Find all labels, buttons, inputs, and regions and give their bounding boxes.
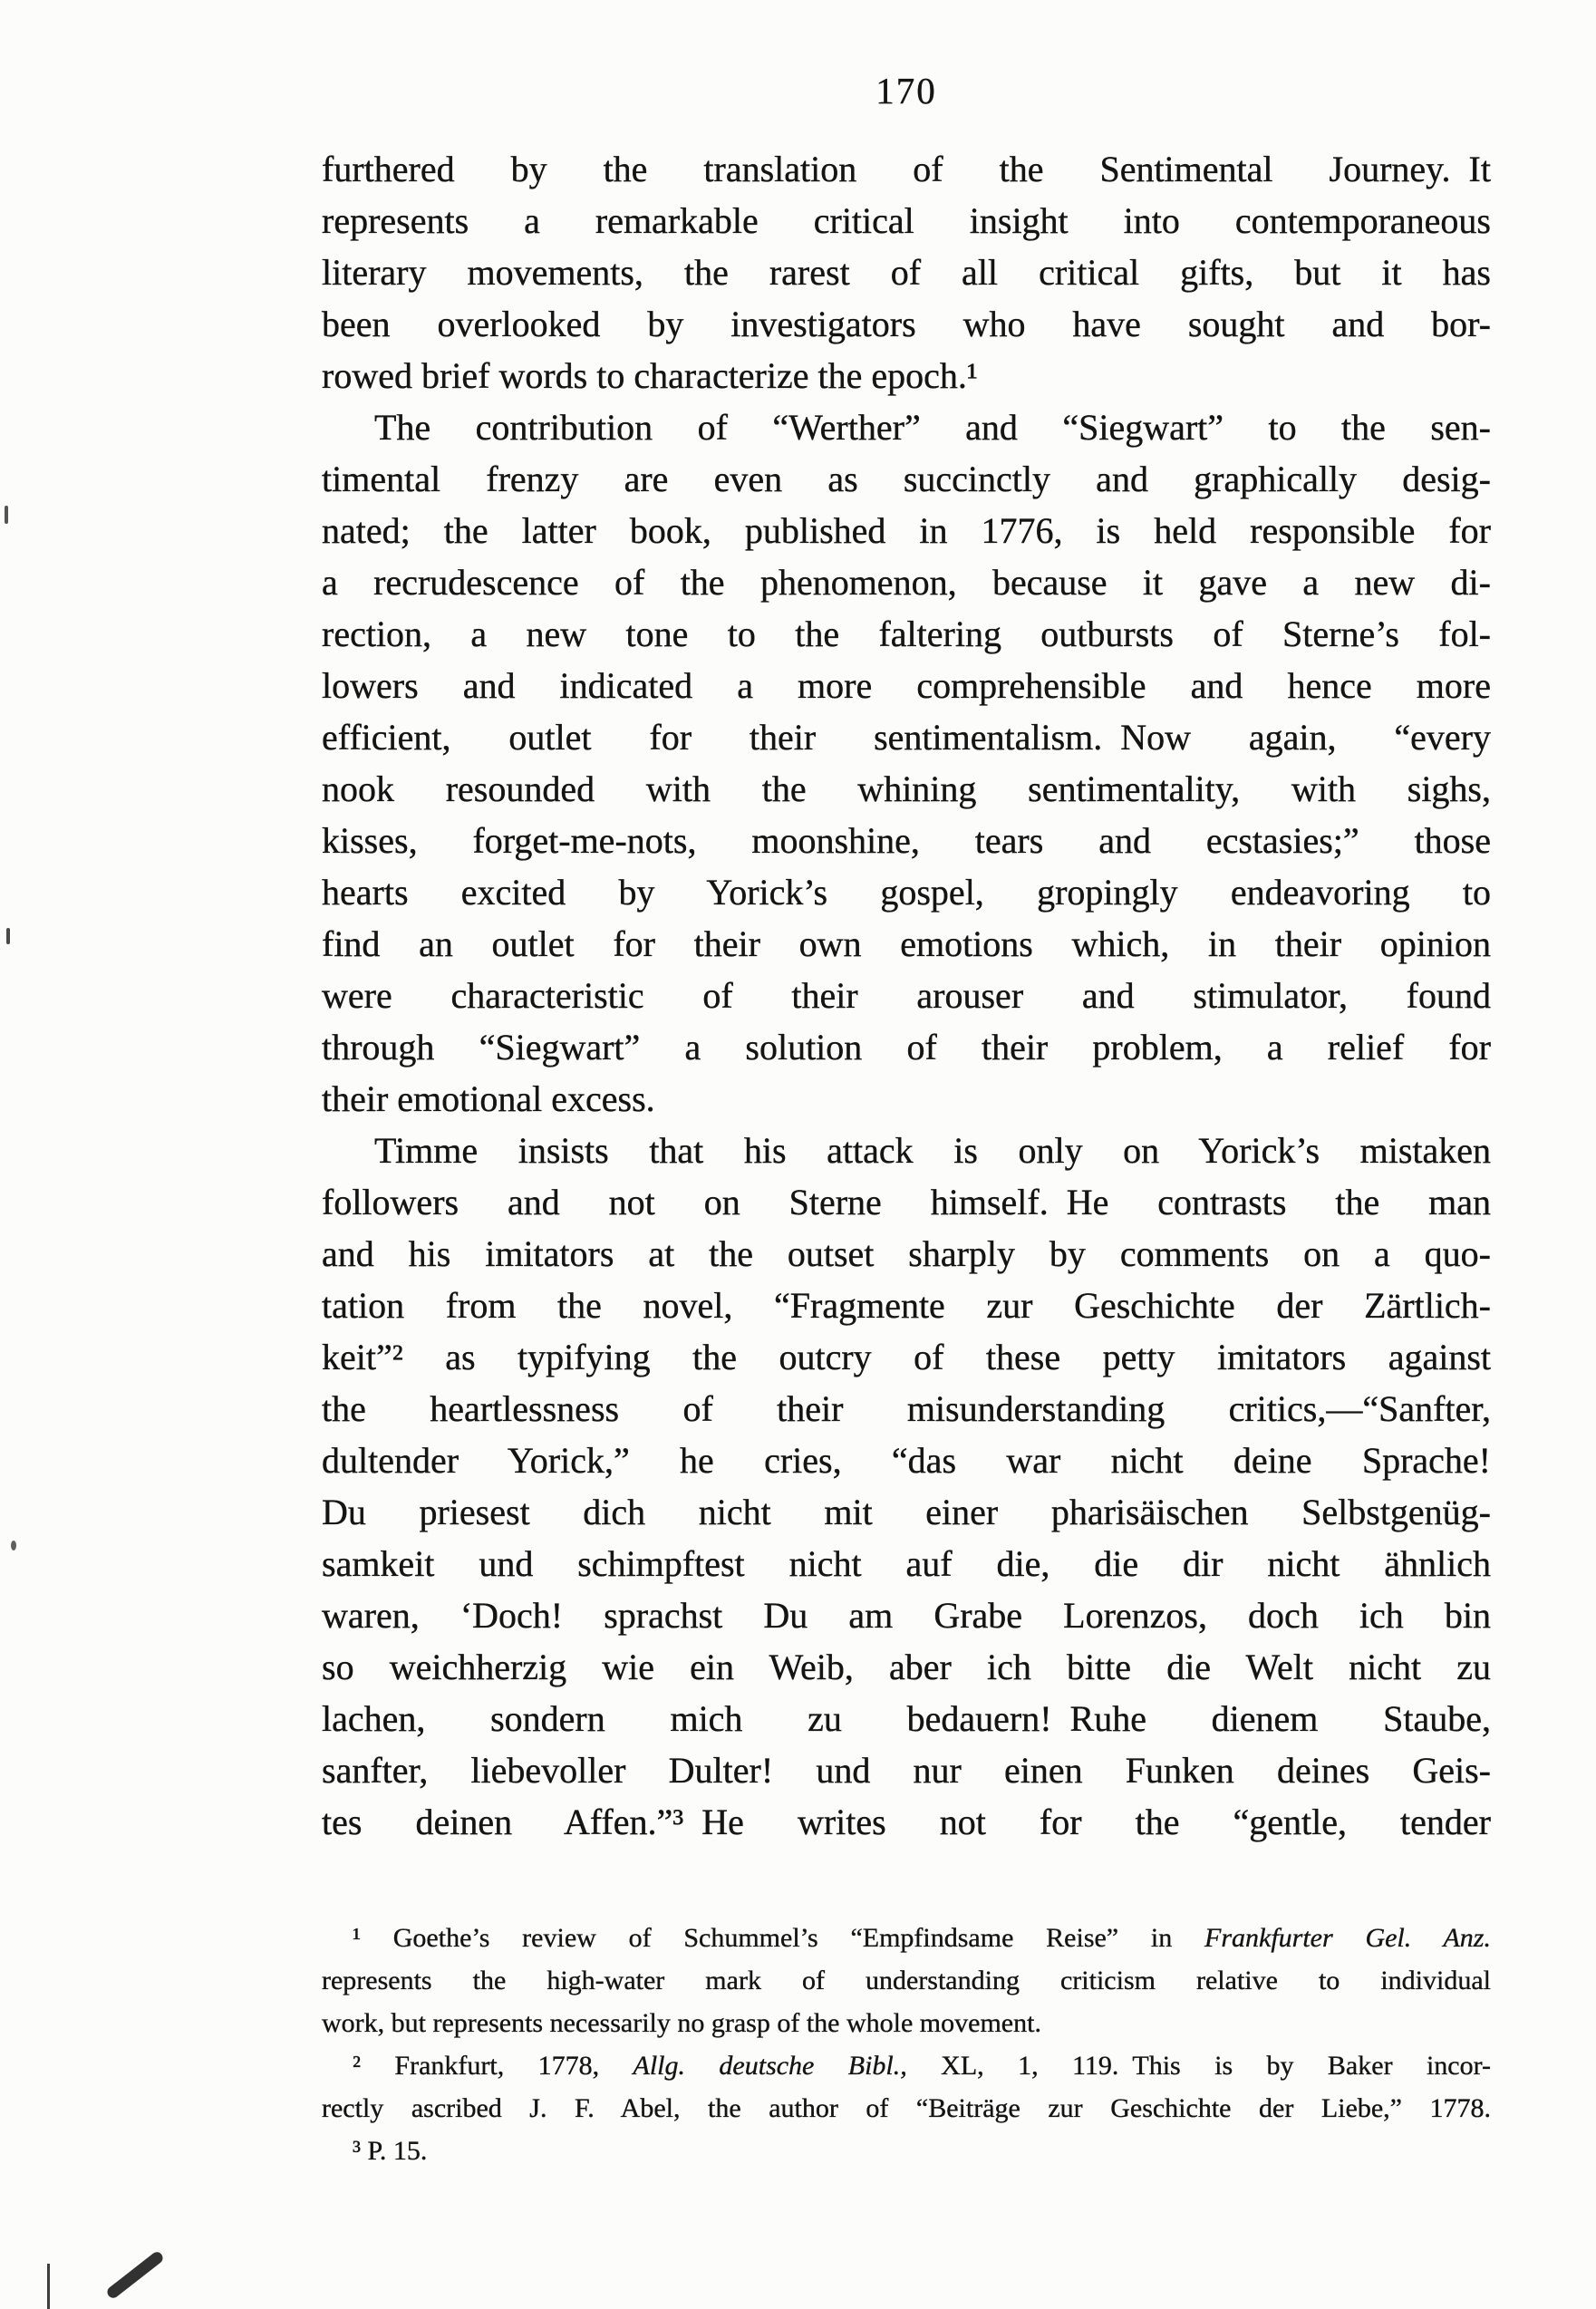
text-segment: lachen, sondern mich zu bedauern! Ruhe dienem Staube, [322, 1698, 1491, 1739]
text-line [322, 1917, 1491, 1959]
page-number: 170 [875, 70, 937, 111]
text-line [322, 660, 1491, 711]
text-line [322, 1021, 1491, 1073]
text-line [322, 866, 1491, 918]
text-line [322, 1228, 1491, 1280]
text-line [322, 298, 1491, 350]
text-segment: ¹ Goethe’s review of Schummel’s “Empfindsame Reise” in [353, 1923, 1205, 1953]
text-segment: a recrudescence of the phenomenon, because it gave a new di- [322, 562, 1491, 603]
text-line [322, 195, 1491, 246]
text-segment: their emotional excess. [322, 1078, 655, 1119]
text-line [322, 505, 1491, 556]
text-line [322, 918, 1491, 970]
text-line [322, 1125, 1491, 1176]
text-line [322, 2087, 1491, 2130]
scan-artifact [105, 2250, 165, 2301]
text-segment: find an outlet for their own emotions which, in their opinion [322, 923, 1491, 964]
text-segment: timental frenzy are even as succinctly and graphically desig- [322, 459, 1491, 499]
text-segment: ³ P. 15. [353, 2136, 428, 2166]
text-segment: waren, ‘Doch! sprachst Du am Grabe Lorenzos, doch ich bin [322, 1595, 1491, 1636]
text-line [322, 350, 1491, 401]
text-segment: represents the high-water mark of understanding criticism relative to individual [322, 1966, 1491, 1995]
text-segment: work, but represents necessarily no grasp of the whole movement. [322, 2008, 1041, 2038]
text-segment: rectly ascribed J. F. Abel, the author of “Beiträge zur Geschichte der Liebe,” 1778. [322, 2093, 1491, 2123]
text-segment: were characteristic of their arouser and stimulator, found [322, 975, 1491, 1016]
text-line [322, 2002, 1491, 2044]
text-segment: been overlooked by investigators who have sought and bor- [322, 304, 1491, 344]
scan-artifact [5, 506, 8, 524]
text-line [322, 556, 1491, 608]
text-segment: samkeit und schimpftest nicht auf die, die dir nicht ähnlich [322, 1543, 1491, 1584]
text-segment: represents a remarkable critical insight into contemporaneous [322, 200, 1491, 241]
text-segment: nook resounded with the whining sentimentality, with sighs, [322, 768, 1491, 809]
paragraph-1 [322, 143, 1491, 401]
text-line [322, 401, 1491, 453]
paragraph-2 [322, 401, 1491, 1125]
text-segment: rowed brief words to characterize the epoch.¹ [322, 355, 978, 396]
text-line [322, 2044, 1491, 2087]
italic-text-segment: Allg. deutsche Bibl., [633, 2051, 907, 2081]
text-line [322, 1331, 1491, 1383]
scan-artifact [6, 928, 10, 944]
text-line [322, 1280, 1491, 1331]
text-segment: sanfter, liebevoller Dulter! und nur einen Funken deines Geis- [322, 1750, 1491, 1791]
text-line [322, 1796, 1491, 1848]
text-segment: so weichherzig wie ein Weib, aber ich bitte die Welt nicht zu [322, 1647, 1491, 1687]
text-segment: tation from the novel, “Fragmente zur Geschichte der Zärtlich- [322, 1285, 1491, 1326]
scan-artifact [47, 2264, 50, 2309]
italic-text-segment: Frankfurter Gel. Anz. [1204, 1923, 1491, 1953]
text-segment: keit”² as typifying the outcry of these petty imitators against [322, 1337, 1491, 1377]
text-segment: Timme insists that his attack is only on Yorick’s mistaken [374, 1130, 1491, 1171]
text-line [322, 2130, 1491, 2172]
text-segment: and his imitators at the outset sharply by comments on a quo- [322, 1233, 1491, 1274]
text-line [322, 1641, 1491, 1693]
text-segment: efficient, outlet for their sentimentalism. Now again, “every [322, 717, 1491, 758]
text-segment: followers and not on Sterne himself. He contrasts the man [322, 1182, 1491, 1222]
text-segment: kisses, forget-me-nots, moonshine, tears and ecstasies;” those [322, 820, 1491, 861]
text-segment: furthered by the translation of the Sentimental Journey. It [322, 149, 1491, 189]
text-line [322, 1538, 1491, 1589]
text-segment: lowers and indicated a more comprehensible and hence more [322, 665, 1491, 706]
text-line [322, 1073, 1491, 1125]
text-segment: tes deinen Affen.”³ He writes not for the “gentle, tender [322, 1802, 1491, 1842]
text-segment: nated; the latter book, published in 1776, is held responsible for [322, 510, 1491, 551]
text-line [322, 1435, 1491, 1486]
text-segment: The contribution of “Werther” and “Siegwart” to the sen- [374, 407, 1491, 448]
text-line [322, 1589, 1491, 1641]
text-line [322, 1959, 1491, 2002]
text-segment: through “Siegwart” a solution of their problem, a relief for [322, 1027, 1491, 1068]
text-segment: Du priesest dich nicht mit einer pharisäischen Selbstgenüg- [322, 1492, 1491, 1532]
text-line [322, 1176, 1491, 1228]
text-line [322, 763, 1491, 815]
text-line [322, 1693, 1491, 1744]
text-line [322, 608, 1491, 660]
text-line [322, 453, 1491, 505]
text-line [322, 1486, 1491, 1538]
text-segment: hearts excited by Yorick’s gospel, gropingly endeavoring to [322, 872, 1491, 913]
footnotes-block [322, 1917, 1491, 2172]
text-line [322, 1744, 1491, 1796]
text-line [322, 1383, 1491, 1435]
text-segment: XL, 1, 119. This is by Baker incor- [906, 2051, 1491, 2081]
text-line [322, 711, 1491, 763]
scan-artifact [11, 1541, 16, 1551]
text-line [322, 246, 1491, 298]
text-segment: dultender Yorick,” he cries, “das war nicht deine Sprache! [322, 1440, 1491, 1481]
text-line [322, 970, 1491, 1021]
text-segment: literary movements, the rarest of all critical gifts, but it has [322, 252, 1491, 293]
text-line [322, 815, 1491, 866]
text-segment: ² Frankfurt, 1778, [353, 2051, 634, 2081]
text-line [322, 143, 1491, 195]
text-segment: the heartlessness of their misunderstanding critics,—“Sanfter, [322, 1388, 1491, 1429]
paragraph-3 [322, 1125, 1491, 1848]
text-segment: rection, a new tone to the faltering outbursts of Sterne’s fol- [322, 613, 1491, 654]
text-column [322, 143, 1491, 2172]
